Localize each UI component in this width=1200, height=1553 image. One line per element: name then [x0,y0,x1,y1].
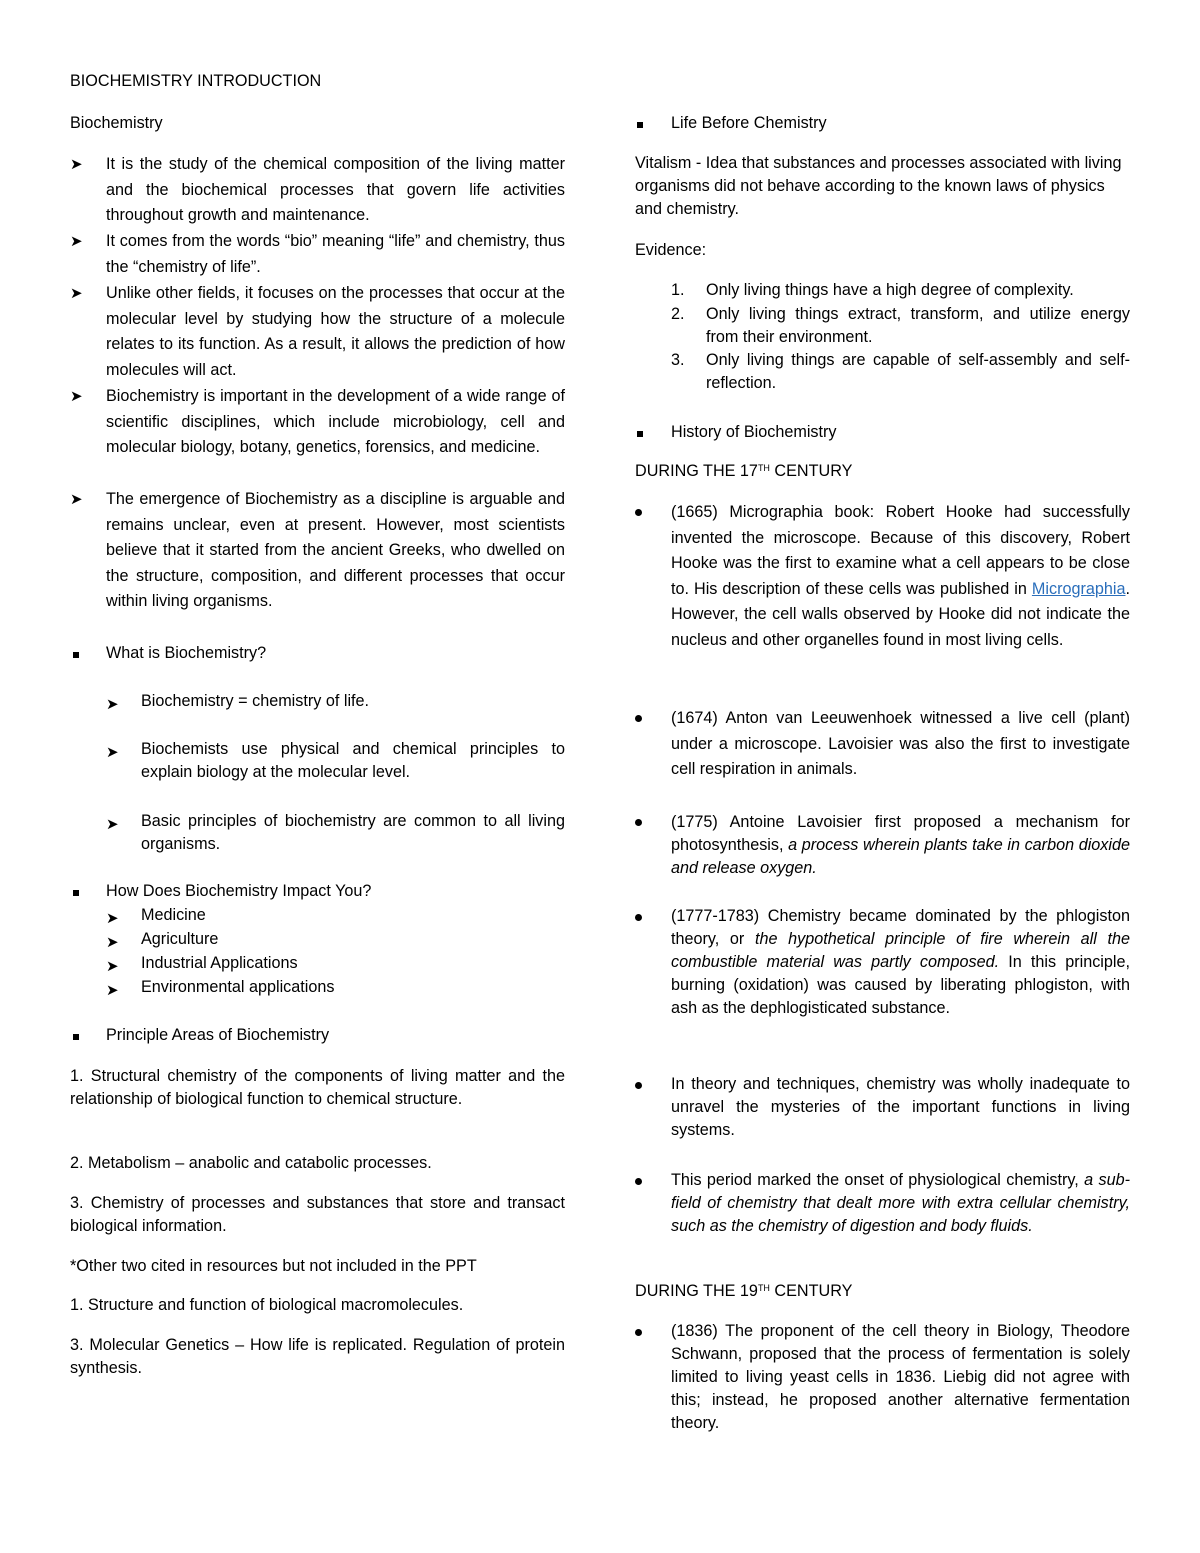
impact-item: Industrial Applications [141,954,298,972]
arrow-bullet-icon: ➤ [106,744,119,761]
principle-item: 3. Molecular Genetics – How life is replicated. Regulation of protein synthesis. [70,1336,565,1377]
bullet-dot-icon [635,509,642,516]
impact-item: Environmental applications [141,978,335,996]
arrow-bullet-icon: ➤ [106,910,119,927]
century-heading-17: DURING THE 17TH CENTURY [635,462,853,480]
arrow-point: The emergence of Biochemistry as a discipline is arguable and remains unclear, even at present. However, most scientists believe that it started from the ancient Greeks, who dwelled on the structure, composition, and different processes that occur within living organisms. [106,490,565,610]
square-bullet-icon [637,122,643,128]
impact-item: Medicine [141,906,206,924]
arrow-point: It is the study of the chemical composition of the living matter and the biochemical processes that govern life activities throughout growth and maintenance. [106,155,565,224]
bullet-dot-icon [635,715,642,722]
square-bullet-icon [73,652,79,658]
bullet-dot-icon [635,1082,642,1089]
arrow-point: It comes from the words “bio” meaning “life” and chemistry, thus the “chemistry of life”. [106,232,565,276]
bullet-dot-icon [635,914,642,921]
section-heading-what-is: What is Biochemistry? [106,644,267,662]
arrow-point: Unlike other fields, it focuses on the processes that occur at the molecular level by studying how the structure of a molecule relates to its function. As a result, it allows the prediction of how molecules will act. [106,284,565,379]
arrow-bullet-icon: ➤ [70,233,83,250]
principle-note: *Other two cited in resources but not included in the PPT [70,1257,477,1275]
principle-item: 1. Structure and function of biological macromolecules. [70,1296,464,1314]
micrographia-link[interactable]: Micrographia [1031,579,1126,598]
impact-item: Agriculture [141,930,219,948]
evidence-number: 1. [671,281,685,299]
arrow-bullet-icon: ➤ [70,491,83,508]
principle-item: 2. Metabolism – anabolic and catabolic processes. [70,1154,432,1172]
what-is-item: Basic principles of biochemistry are common to all living organisms. [141,812,565,853]
arrow-bullet-icon: ➤ [70,285,83,302]
history-bullet-1836: (1836) The proponent of the cell theory in Biology, Theodore Schwann, proposed that the process of fermentation is solely limited to living yeast cells in 1836. Liebig did not agree with this; instead, he proposed another alternative fermentation theory. [671,1322,1130,1432]
square-bullet-icon [73,1034,79,1040]
evidence-number: 3. [671,351,685,369]
arrow-bullet-icon: ➤ [106,958,119,975]
bullet-dot-icon [635,819,642,826]
square-bullet-icon [73,890,79,896]
history-bullet-physiological: This period marked the onset of physiological chemistry, a sub-field of chemistry that dealt more with extra cellular chemistry, such as the chemistry of digestion and body fluids. [671,1171,1130,1235]
evidence-number: 2. [671,305,685,323]
section-heading-impact: How Does Biochemistry Impact You? [106,882,372,900]
section-heading-principle: Principle Areas of Biochemistry [106,1026,330,1044]
arrow-bullet-icon: ➤ [106,934,119,951]
history-bullet-theory: In theory and techniques, chemistry was wholly inadequate to unravel the mysteries of the important functions in living systems. [671,1075,1130,1139]
principle-item: 3. Chemistry of processes and substances that store and transact biological information. [70,1194,565,1235]
what-is-item: Biochemistry = chemistry of life. [141,692,370,710]
bullet-dot-icon [635,1178,642,1185]
history-bullet-1665: (1665) Micrographia book: Robert Hooke had successfully invented the microscope. Because of this discovery, Robert Hooke was the first to examine what a cell appears to be close to. His description of these cells was published in Micrographia. However, the cell walls observed by Hooke did not indicate the nucleus and other organelles found in most living cells. [671,503,1130,649]
arrow-bullet-icon: ➤ [70,156,83,173]
history-bullet-1674: (1674) Anton van Leeuwenhoek witnessed a live cell (plant) under a microscope. Lavoisier was also the first to investigate cell respiration in animals. [671,709,1130,778]
evidence-item: Only living things are capable of self-assembly and self-reflection. [706,351,1130,392]
history-bullet-1775: (1775) Antoine Lavoisier first proposed a mechanism for photosynthesis, a process wherein plants take in carbon dioxide and release oxygen. [671,813,1130,877]
section-heading-history: History of Biochemistry [671,423,837,441]
principle-item: 1. Structural chemistry of the components of living matter and the relationship of biological function to chemical structure. [70,1067,565,1108]
square-bullet-icon [637,431,643,437]
arrow-bullet-icon: ➤ [106,982,119,999]
arrow-bullet-icon: ➤ [70,388,83,405]
what-is-item: Biochemists use physical and chemical principles to explain biology at the molecular level. [141,740,565,781]
vitalism-paragraph: Vitalism - Idea that substances and processes associated with living organisms did not behave according to the known laws of physics and chemistry. [635,154,1122,218]
evidence-label: Evidence: [635,241,707,259]
arrow-bullet-icon: ➤ [106,816,119,833]
section-heading-life-before: Life Before Chemistry [671,114,827,132]
bullet-dot-icon [635,1329,642,1336]
arrow-point: Biochemistry is important in the development of a wide range of scientific disciplines, which include microbiology, cell and molecular biology, botany, genetics, forensics, and medicine. [106,387,565,456]
century-heading-19: DURING THE 19TH CENTURY [635,1282,853,1300]
document-title: BIOCHEMISTRY INTRODUCTION [70,72,322,90]
evidence-item: Only living things have a high degree of complexity. [706,281,1074,299]
evidence-item: Only living things extract, transform, and utilize energy from their environment. [706,305,1130,346]
history-bullet-1777: (1777-1783) Chemistry became dominated by the phlogiston theory, or the hypothetical principle of fire wherein all the combustible material was partly composed. In this principle, burning (oxidation) was caused by liberating phlogiston, with ash as the dephlogisticated substance. [671,907,1130,1017]
section-heading-biochemistry: Biochemistry [70,114,163,132]
arrow-bullet-icon: ➤ [106,696,119,713]
